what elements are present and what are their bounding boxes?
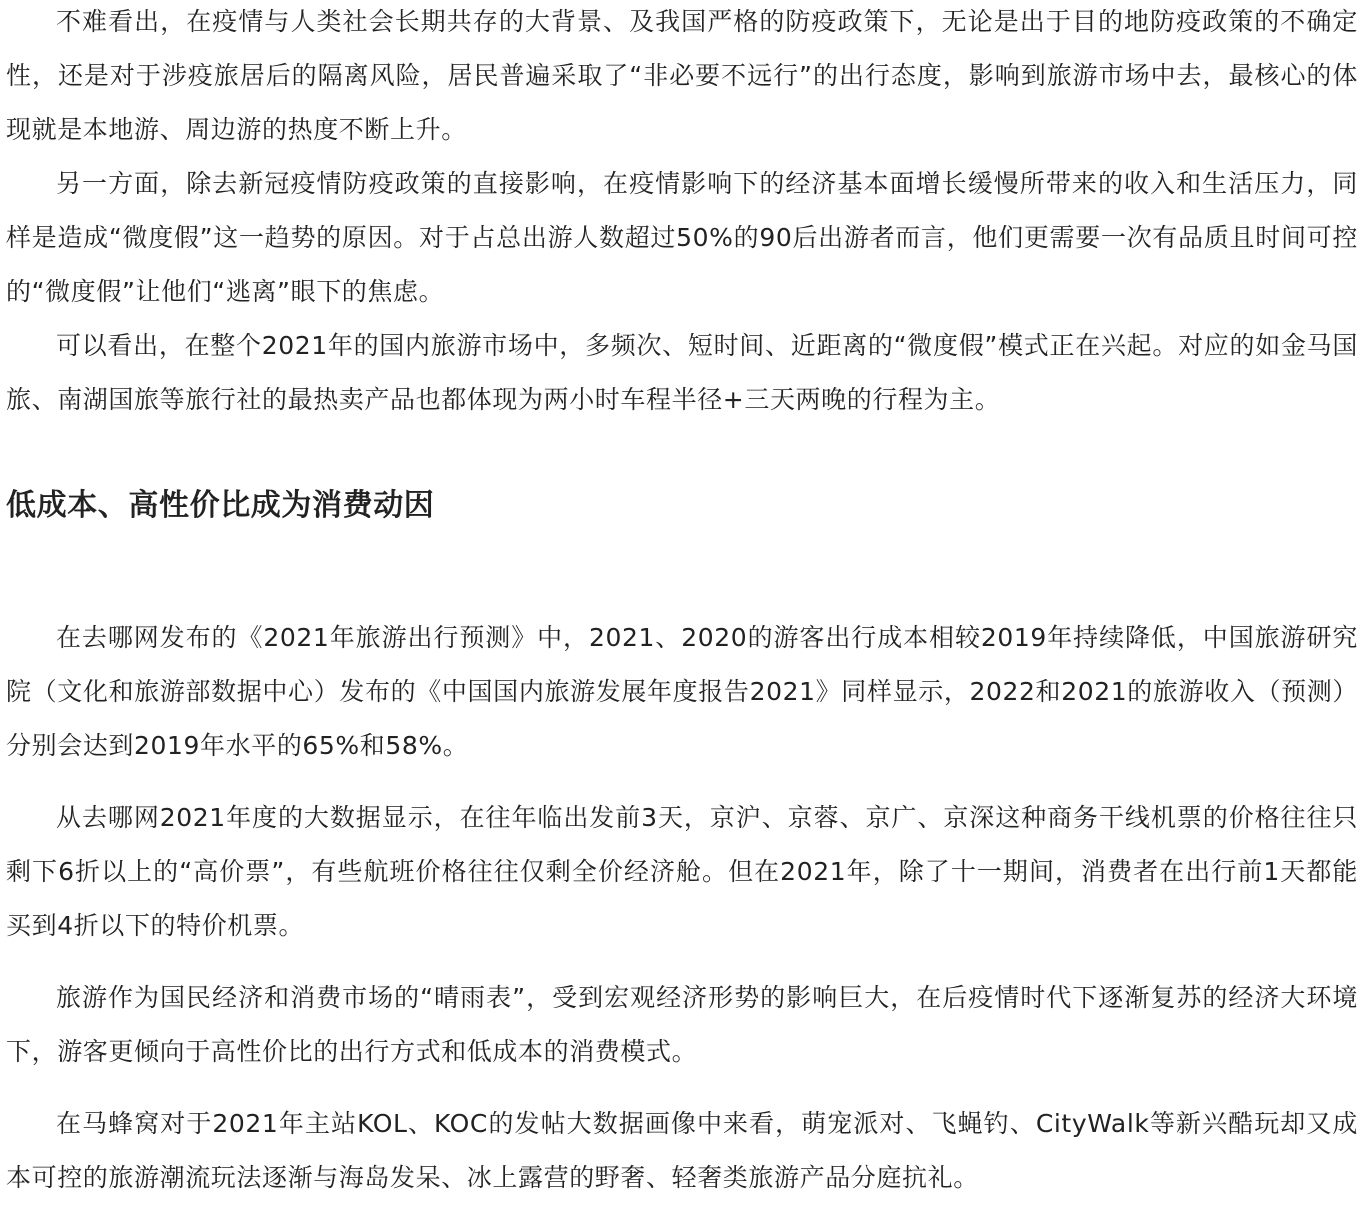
paragraph-micro-vacation-cause: 另一方面，除去新冠疫情防疫政策的直接影响，在疫情影响下的经济基本面增长缓慢所带来的收入和生活压力，同样是造成“微度假”这一趋势的原因。对于占总出游人数超过50%的90后出游者而言，他们更需要一次有品质且时间可控的“微度假”让他们“逃离”眼下的焦虑。 (6, 169, 1358, 306)
paragraph-epidemic-travel: 不难看出，在疫情与人类社会长期共存的大背景、及我国严格的防疫政策下，无论是出于目的地防疫政策的不确定性，还是对于涉疫旅居后的隔离风险，居民普遍采取了“非必要不远行”的出行态度，影响到旅游市场中去，最核心的体现就是本地游、周边游的热度不断上升。 (6, 7, 1358, 144)
article-body (6, 0, 1358, 1205)
paragraph-micro-vacation-rise: 可以看出，在整个2021年的国内旅游市场中，多频次、短时间、近距离的“微度假”模式正在兴起。对应的如金马国旅、南湖国旅等旅行社的最热卖产品也都体现为两小时车程半径+三天两晚的行程为主。 (6, 331, 1358, 414)
section-heading: 低成本、高性价比成为消费动因 (6, 488, 435, 523)
paragraph-travel-cost-forecast: 在去哪网发布的《2021年旅游出行预测》中，2021、2020的游客出行成本相较2019年持续降低，中国旅游研究院（文化和旅游部数据中心）发布的《中国国内旅游发展年度报告2021》同样显示，2022和2021的旅游收入（预测）分别会达到2019年水平的65%和58%。 (6, 623, 1358, 760)
paragraph-airfare-data: 从去哪网2021年度的大数据显示，在往年临出发前3天，京沪、京蓉、京广、京深这种商务干线机票的价格往往只剩下6折以上的“高价票”，有些航班价格往往仅剩全价经济舱。但在2021年，除了十一期间，消费者在出行前1天都能买到4折以下的特价机票。 (6, 803, 1358, 940)
paragraph-economic-barometer: 旅游作为国民经济和消费市场的“晴雨表”，受到宏观经济形势的影响巨大，在后疫情时代下逐渐复苏的经济大环境下，游客更倾向于高性价比的出行方式和低成本的消费模式。 (6, 983, 1358, 1066)
paragraph-travel-trends: 在马蜂窝对于2021年主站KOL、KOC的发帖大数据画像中来看，萌宠派对、飞蝇钓、CityWalk等新兴酷玩却又成本可控的旅游潮流玩法逐渐与海岛发呆、冰上露营的野奢、轻奢类旅游产品分庭抗礼。 (6, 1109, 1358, 1192)
